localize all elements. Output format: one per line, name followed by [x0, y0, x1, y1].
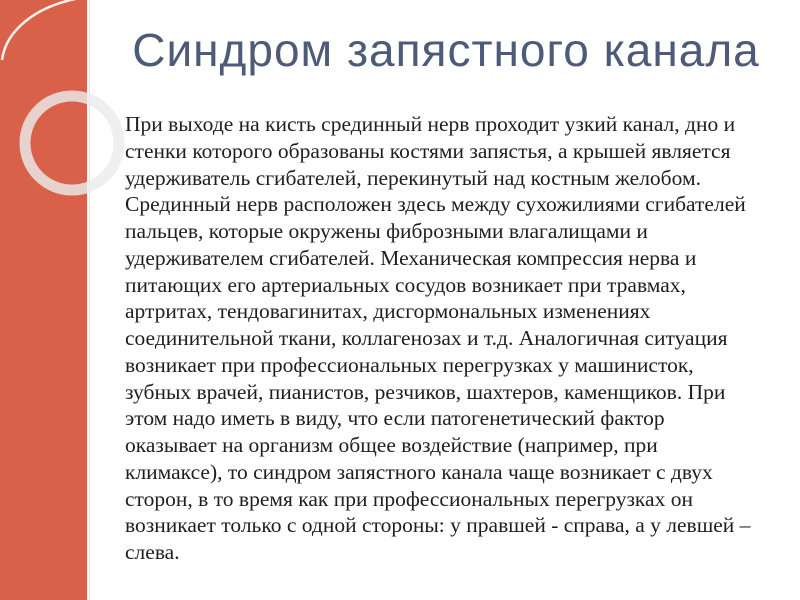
body-text-line: артритах, тендовагинитах, дисгормональных изменениях	[125, 299, 651, 324]
body-text-line: этом надо иметь в виду, что если патогенетический фактор	[125, 406, 665, 431]
body-text-line: стенки которого образованы костями запястья, а крышей является	[125, 138, 731, 163]
body-text-line: удерживатель сгибателей, перекинутый над костным желобом.	[125, 165, 701, 190]
body-text-line: возникает при профессиональных перегрузках у машинисток,	[125, 352, 694, 377]
body-text-line: зубных врачей, пианистов, резчиков, шахтеров, каменщиков. При	[125, 379, 726, 404]
slide-body-text	[125, 111, 750, 566]
decorative-ring	[25, 96, 119, 190]
body-text-line: Срединный нерв расположен здесь между сухожилиями сгибателей	[125, 192, 746, 217]
body-text-line: слева.	[125, 540, 180, 564]
slide-title: Синдром запястного канала	[132, 24, 760, 76]
body-text-line: удерживателем сгибателей. Механическая компрессия нерва и	[125, 245, 697, 270]
body-text-line: При выходе на кисть срединный нерв проходит узкий канал, дно и	[125, 112, 736, 136]
body-text-line: климаксе), то синдром запястного канала чаще возникает с двух	[125, 459, 713, 484]
body-text-line: соединительной ткани, коллагенозах и т.д. Аналогичная ситуация	[125, 326, 728, 350]
body-text-line: возникает только с одной стороны: у правшей - справа, а у левшей –	[125, 513, 751, 538]
body-text-line: пальцев, которые окружены фиброзными влагалищами и	[125, 219, 648, 243]
body-text-line: питающих его артериальных сосудов возникает при травмах,	[125, 272, 686, 297]
decorative-thin-arc	[2, 0, 80, 60]
body-text-line: оказывает на организм общее воздействие (например, при	[125, 433, 658, 457]
body-text-line: сторон, в то время как при профессиональных перегрузках он	[125, 486, 693, 511]
